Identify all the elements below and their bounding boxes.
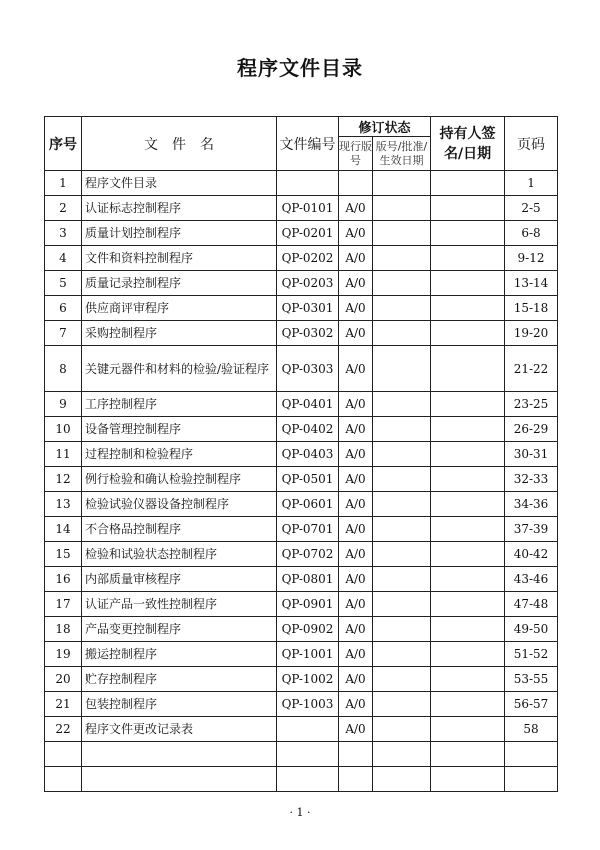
row-code: QP-0101 [277, 196, 339, 221]
row-name: 工序控制程序 [82, 392, 277, 417]
row-page: 26-29 [505, 417, 558, 442]
row-seq: 1 [45, 171, 82, 196]
row-seq: 16 [45, 567, 82, 592]
row-seq: 21 [45, 692, 82, 717]
table-row [45, 321, 558, 346]
row-seq: 4 [45, 246, 82, 271]
row-current-version: A/0 [339, 417, 373, 442]
table-row [45, 742, 558, 767]
row-version-approval [373, 592, 431, 617]
row-version-approval [373, 492, 431, 517]
row-page: 47-48 [505, 592, 558, 617]
row-name: 不合格品控制程序 [82, 517, 277, 542]
row-holder-sign [431, 467, 505, 492]
row-version-approval [373, 517, 431, 542]
row-version-approval [373, 692, 431, 717]
row-page: 13-14 [505, 271, 558, 296]
header-current-version: 现行版号 [339, 137, 373, 171]
row-holder-sign [431, 221, 505, 246]
row-seq: 5 [45, 271, 82, 296]
row-code: QP-0201 [277, 221, 339, 246]
row-code: QP-0301 [277, 296, 339, 321]
row-version-approval [373, 417, 431, 442]
row-seq: 2 [45, 196, 82, 221]
row-code: QP-1001 [277, 642, 339, 667]
row-code: QP-0601 [277, 492, 339, 517]
row-seq: 12 [45, 467, 82, 492]
row-holder-sign [431, 392, 505, 417]
row-page: 9-12 [505, 246, 558, 271]
row-version-approval [373, 171, 431, 196]
row-holder-sign [431, 346, 505, 392]
row-name: 认证标志控制程序 [82, 196, 277, 221]
row-page: 21-22 [505, 346, 558, 392]
table-row [45, 246, 558, 271]
row-version-approval [373, 742, 431, 767]
row-current-version: A/0 [339, 717, 373, 742]
row-code: QP-0901 [277, 592, 339, 617]
row-code: QP-0701 [277, 517, 339, 542]
table-row [45, 517, 558, 542]
row-page: 51-52 [505, 642, 558, 667]
row-page: 1 [505, 171, 558, 196]
row-page: 40-42 [505, 542, 558, 567]
table-row [45, 617, 558, 642]
row-code: QP-0202 [277, 246, 339, 271]
row-holder-sign [431, 517, 505, 542]
row-current-version: A/0 [339, 517, 373, 542]
row-current-version: A/0 [339, 692, 373, 717]
row-holder-sign [431, 742, 505, 767]
row-code [277, 171, 339, 196]
row-page: 15-18 [505, 296, 558, 321]
row-page: 53-55 [505, 667, 558, 692]
row-name: 内部质量审核程序 [82, 567, 277, 592]
row-current-version: A/0 [339, 542, 373, 567]
row-name: 采购控制程序 [82, 321, 277, 346]
table-row [45, 442, 558, 467]
table-row [45, 196, 558, 221]
row-name: 认证产品一致性控制程序 [82, 592, 277, 617]
row-current-version: A/0 [339, 196, 373, 221]
row-holder-sign [431, 567, 505, 592]
row-name: 产品变更控制程序 [82, 617, 277, 642]
header-seq: 序号 [45, 117, 82, 171]
row-page: 23-25 [505, 392, 558, 417]
row-page: 56-57 [505, 692, 558, 717]
table-row [45, 171, 558, 196]
row-holder-sign [431, 296, 505, 321]
row-seq: 9 [45, 392, 82, 417]
row-current-version [339, 767, 373, 792]
row-version-approval [373, 392, 431, 417]
row-name: 程序文件更改记录表 [82, 717, 277, 742]
row-name [82, 742, 277, 767]
row-version-approval [373, 221, 431, 246]
page-title: 程序文件目录 [237, 56, 363, 80]
table-row [45, 492, 558, 517]
row-seq: 8 [45, 346, 82, 392]
row-code [277, 717, 339, 742]
row-name: 检验试验仪器设备控制程序 [82, 492, 277, 517]
row-seq: 14 [45, 517, 82, 542]
row-version-approval [373, 442, 431, 467]
row-holder-sign [431, 321, 505, 346]
table-row [45, 767, 558, 792]
row-name: 贮存控制程序 [82, 667, 277, 692]
row-current-version: A/0 [339, 296, 373, 321]
header-revision-status: 修订状态 [339, 117, 431, 137]
row-holder-sign [431, 592, 505, 617]
page-number: · 1 · [289, 806, 311, 819]
header-page: 页码 [505, 117, 558, 171]
row-page: 30-31 [505, 442, 558, 467]
row-code: QP-1003 [277, 692, 339, 717]
row-seq: 17 [45, 592, 82, 617]
row-code [277, 742, 339, 767]
row-holder-sign [431, 246, 505, 271]
row-seq [45, 742, 82, 767]
header-holder-sign: 持有人签名/日期 [431, 117, 505, 171]
row-current-version: A/0 [339, 442, 373, 467]
table-row [45, 346, 558, 392]
row-current-version: A/0 [339, 592, 373, 617]
row-code [277, 767, 339, 792]
row-version-approval [373, 567, 431, 592]
row-seq [45, 767, 82, 792]
row-page [505, 742, 558, 767]
row-version-approval [373, 271, 431, 296]
row-code: QP-0801 [277, 567, 339, 592]
table-row [45, 542, 558, 567]
row-name [82, 767, 277, 792]
table-row [45, 392, 558, 417]
row-current-version: A/0 [339, 492, 373, 517]
row-seq: 15 [45, 542, 82, 567]
row-name: 例行检验和确认检验控制程序 [82, 467, 277, 492]
row-current-version: A/0 [339, 392, 373, 417]
row-version-approval [373, 542, 431, 567]
row-holder-sign [431, 417, 505, 442]
row-page: 58 [505, 717, 558, 742]
row-holder-sign [431, 271, 505, 296]
row-seq: 6 [45, 296, 82, 321]
table-row [45, 692, 558, 717]
row-name: 程序文件目录 [82, 171, 277, 196]
row-seq: 7 [45, 321, 82, 346]
row-holder-sign [431, 196, 505, 221]
row-seq: 10 [45, 417, 82, 442]
row-page: 43-46 [505, 567, 558, 592]
row-version-approval [373, 667, 431, 692]
row-code: QP-0403 [277, 442, 339, 467]
row-code: QP-0203 [277, 271, 339, 296]
row-version-approval [373, 321, 431, 346]
table-row [45, 296, 558, 321]
row-code: QP-0303 [277, 346, 339, 392]
row-page: 6-8 [505, 221, 558, 246]
row-holder-sign [431, 667, 505, 692]
row-name: 过程控制和检验程序 [82, 442, 277, 467]
row-code: QP-1002 [277, 667, 339, 692]
row-name: 质量计划控制程序 [82, 221, 277, 246]
row-seq: 19 [45, 642, 82, 667]
row-current-version [339, 171, 373, 196]
row-current-version: A/0 [339, 667, 373, 692]
row-current-version [339, 742, 373, 767]
row-page: 32-33 [505, 467, 558, 492]
row-current-version: A/0 [339, 467, 373, 492]
row-current-version: A/0 [339, 617, 373, 642]
row-code: QP-0402 [277, 417, 339, 442]
row-holder-sign [431, 542, 505, 567]
row-current-version: A/0 [339, 221, 373, 246]
row-name: 供应商评审程序 [82, 296, 277, 321]
table-row [45, 467, 558, 492]
row-code: QP-0702 [277, 542, 339, 567]
row-code: QP-0501 [277, 467, 339, 492]
row-name: 关键元器件和材料的检验/验证程序 [82, 346, 277, 392]
row-current-version: A/0 [339, 346, 373, 392]
row-holder-sign [431, 171, 505, 196]
table-row [45, 717, 558, 742]
table-row [45, 592, 558, 617]
row-code: QP-0401 [277, 392, 339, 417]
row-version-approval [373, 717, 431, 742]
row-version-approval [373, 246, 431, 271]
row-seq: 20 [45, 667, 82, 692]
table-row [45, 642, 558, 667]
row-holder-sign [431, 642, 505, 667]
row-version-approval [373, 617, 431, 642]
row-page: 49-50 [505, 617, 558, 642]
row-version-approval [373, 467, 431, 492]
row-name: 检验和试验状态控制程序 [82, 542, 277, 567]
row-holder-sign [431, 442, 505, 467]
table-row [45, 667, 558, 692]
document-index-table [44, 116, 558, 792]
row-name: 文件和资料控制程序 [82, 246, 277, 271]
row-code: QP-0302 [277, 321, 339, 346]
row-version-approval [373, 346, 431, 392]
row-name: 搬运控制程序 [82, 642, 277, 667]
row-page: 34-36 [505, 492, 558, 517]
table-row [45, 417, 558, 442]
table-row [45, 567, 558, 592]
header-name: 文 件 名 [82, 117, 277, 171]
row-page [505, 767, 558, 792]
row-code: QP-0902 [277, 617, 339, 642]
row-holder-sign [431, 492, 505, 517]
row-holder-sign [431, 692, 505, 717]
header-version-approval: 版号/批准/生效日期 [373, 137, 431, 171]
table-row [45, 271, 558, 296]
row-current-version: A/0 [339, 642, 373, 667]
row-name: 质量记录控制程序 [82, 271, 277, 296]
row-holder-sign [431, 767, 505, 792]
row-page: 19-20 [505, 321, 558, 346]
row-current-version: A/0 [339, 271, 373, 296]
row-name: 设备管理控制程序 [82, 417, 277, 442]
row-name: 包装控制程序 [82, 692, 277, 717]
row-version-approval [373, 296, 431, 321]
row-current-version: A/0 [339, 246, 373, 271]
row-seq: 22 [45, 717, 82, 742]
row-page: 2-5 [505, 196, 558, 221]
row-version-approval [373, 642, 431, 667]
row-seq: 18 [45, 617, 82, 642]
table-row [45, 221, 558, 246]
row-holder-sign [431, 717, 505, 742]
row-version-approval [373, 196, 431, 221]
row-current-version: A/0 [339, 321, 373, 346]
header-code: 文件编号 [277, 117, 339, 171]
row-seq: 11 [45, 442, 82, 467]
row-current-version: A/0 [339, 567, 373, 592]
row-holder-sign [431, 617, 505, 642]
row-seq: 3 [45, 221, 82, 246]
row-version-approval [373, 767, 431, 792]
row-seq: 13 [45, 492, 82, 517]
row-page: 37-39 [505, 517, 558, 542]
